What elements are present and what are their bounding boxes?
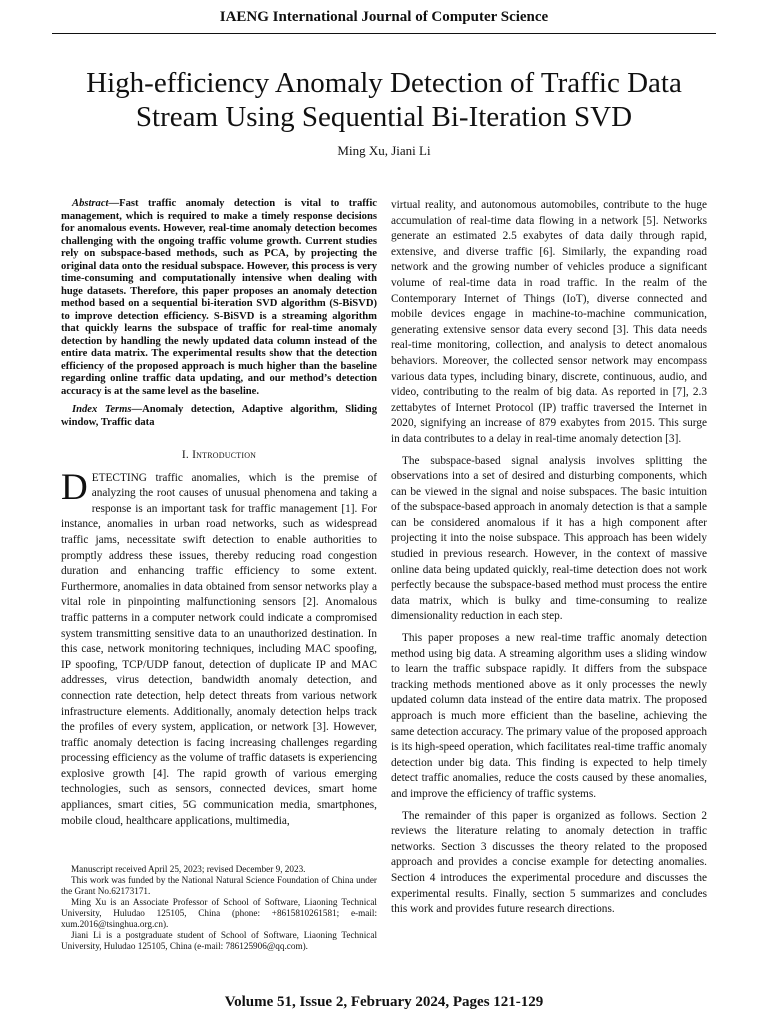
intro-paragraph-1-continued: virtual reality, and autonomous automobiles, contribute to the huge accumulation of real-time data flowing in a network [5]. Networks generate an estimated 2.5 exabytes of data daily through rapid, extensive, and diverse traffic [6]. Similarly, the expanding road network and the growing number of vehicles produce a significant volume of real-time data in road traffic. In the realm of the Contemporary Internet of Things (IoT), diverse connected and mobile devices engage in machine-to-machine communication, generating extensive sensor data every second [3]. This data needs real-time monitoring, collection, and analysis to detect anomalous behaviors. Moreover, the collected sensor network may encompass various data types, including binary, discrete, continuous, audio, and video, contributing to the realm of big data. As reported in [7], 2.3 zettabytes of Internet Protocol (IP) traffic traversed the Internet in 2020, signifying an increase of 879 exabytes from 2015. This surge in data contributes to a delay in real-time anomaly detection [3]. (391, 199, 707, 445)
footnote-author-2: Jiani Li is a postgraduate student of School of Software, Liaoning Technical University, Huludao 125105, China (e-mail: 786125906@qq.com). (61, 930, 377, 951)
index-terms-label: Index Terms (72, 404, 132, 415)
intro-paragraph-4: The remainder of this paper is organized as follows. Section 2 reviews the literature relating to anomaly detection in traffic networks. Section 3 discusses the theory related to the proposed approach and provides a concise example for detecting anomalies. Section 4 introduces the experimental procedure and discusses the experimental results. Finally, section 5 summarizes and concludes this work and provides future research directions. (391, 809, 707, 916)
right-column (391, 198, 707, 918)
index-terms (61, 404, 377, 429)
footnote-manuscript: Manuscript received April 25, 2023; revised December 9, 2023. (71, 864, 306, 874)
index-terms-text: —Anomaly detection, Adaptive algorithm, Sliding window, Traffic data (61, 404, 377, 428)
intro-paragraph-3: This paper proposes a new real-time traffic anomaly detection method using big data. A streaming algorithm uses a sliding window to learn the traffic subspace rapidly. It differs from the subspace tracking methods mentioned above as it only processes the newly updated column data instead of the entire data matrix. The proposed approach is much more efficient than the baseline, achieving the same detection accuracy. The primary value of the proposed approach is its high-speed operation, which facilitates real-time traffic anomaly detection under big data. This finding is expected to help timely detect traffic anomalies, reduce the costs caused by these anomalies, and improve the efficiency of traffic systems. (391, 632, 707, 800)
author-list: Ming Xu, Jiani Li (337, 143, 431, 158)
section-heading-introduction (61, 447, 377, 463)
title-line-1: High-efficiency Anomaly Detection of Traffic Data (86, 67, 682, 99)
abstract (61, 198, 377, 398)
footnote-funding: This work was funded by the National Natural Science Foundation of China under the Grant No.62173171. (61, 875, 377, 896)
section-title: Introduction (192, 448, 257, 461)
footnote-author-1: Ming Xu is an Associate Professor of School of Software, Liaoning Technical University, Huludao 125105, China (phone: +8615810261581; e-mail: xum.2016@tsinghua.org.cn). (61, 897, 377, 929)
abstract-text: —Fast traffic anomaly detection is vital to traffic management, which is required to make a timely response decisions for anomalous events. However, real-time anomaly detection becomes challenging with the ongoing traffic volume growth. Current studies rely on subspace-based methods, such as PCA, by projecting the original data onto the residual subspace. However, this process is very time-consuming and computationally intensive when dealing with huge datasets. Therefore, this paper proposes an anomaly detection method based on a sequential bi-iteration SVD algorithm (S-BiSVD) to improve detection efficiency. S-BiSVD is a streaming algorithm that quickly learns the subspace of traffic for real-time anomaly detection by handling the newly updated data column instead of the entire data matrix. The experimental results show that the detection efficiency of the proposed approach is much higher than the baseline regarding online traffic data updating, and our method’s detection accuracy is at the same level as the baseline. (61, 198, 377, 397)
paper-title (40, 66, 728, 134)
abstract-label: Abstract (72, 198, 109, 209)
page-footer: Volume 51, Issue 2, February 2024, Pages 121-129 (224, 994, 544, 1010)
intro-paragraph-2: The subspace-based signal analysis involves splitting the observations into a set of desired and disturbing components, which can be viewed in the signal and noise subspaces. The basic intuition of the subspace-based approach in anomaly detection is that a sample can be considered anomalous if it has a high component after projecting it into the noise subspace. This approach has been widely studied in previous research. However, in the context of massive online data being updated quickly, real-time detection does not work perfectly because the subspace-based method must process the entire data matrix, which is bulky and time-consuming to realize dimensionality reduction in each step. (391, 454, 707, 623)
intro-paragraph-1 (61, 466, 377, 830)
footnotes (61, 864, 377, 952)
journal-header: IAENG International Journal of Computer Science (219, 9, 549, 25)
intro-paragraph-1-text: ETECTING traffic anomalies, which is the premise of analyzing the root causes of unusual phenomena and taking a response is an important task for traffic management [1]. For instance, anomalies in urban road networks, such as widespread traffic jams, necessitate swift detection to enable authorities to promptly address these issues, thereby reducing road congestion duration and enhancing traffic efficiency to some extent. Furthermore, anomalies in data obtained from sensor networks play a vital role in pinpointing malfunctioning sensors [2]. Anomalous traffic patterns in a computer network could indicate a compromised system transmitting sensitive data to an unauthorized destination. In this case, network monitoring techniques, including MAC spoofing, IP spoofing, TCP/UDP fanout, detection of duplicate IP and MAC addresses, virus detection, bandwidth anomaly detection, and connection rate detection, help detect threats from various network infrastructure elements. Additionally, anomaly detection helps track the profiles of every system, application, or network [3]. However, traffic anomaly detection is facing increasing challenges regarding processing efficiency as the volume of traffic datasets is experiencing explosive growth [4]. The rapid growth of various emerging technologies, such as sensors, connected devices, smart home appliances, smart cities, 5G communication media, smartphones, mobile cloud, healthcare applications, multimedia, (61, 471, 377, 827)
drop-cap: D (61, 466, 88, 508)
section-number: I. (181, 448, 193, 461)
left-column (61, 198, 377, 829)
title-line-2: Stream Using Sequential Bi-Iteration SVD (135, 101, 633, 133)
header-rule (52, 33, 716, 34)
